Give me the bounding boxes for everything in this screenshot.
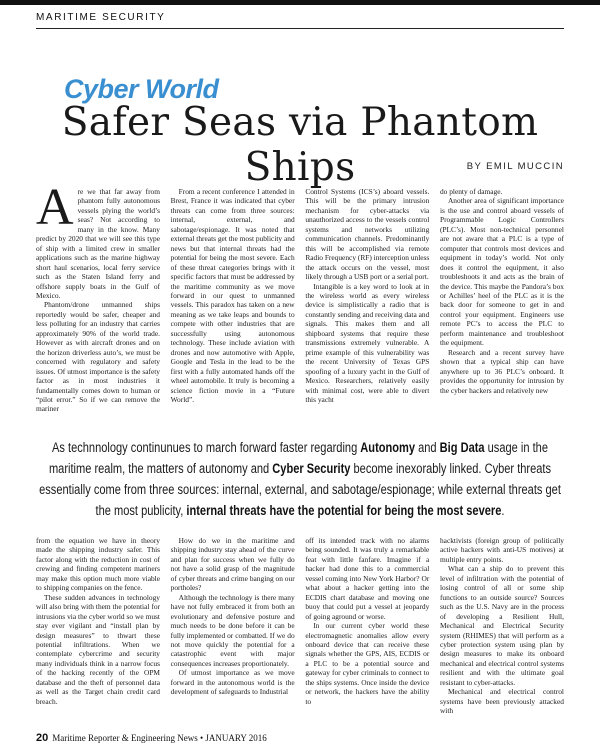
lower-column-4 [440,536,564,732]
paragraph: do plenty of damage. [439,187,503,196]
paragraph: Of utmost importance as we move forward in the autonomous world is the development of safeguards to Industrial [170,668,295,697]
paragraph-text: re we that far away from phantom fully autonomous vessels plying the world’s seas? Not according to many in the know. Many predict by 2020 that we will see this type of ship with a limited crew in smaller applications such as the marine highway short haul scenarios, local ferry service such as the Staten Island ferry and offshore supply boats in the Gulf of Mexico. [36,187,160,300]
page-number: 20 [36,732,49,744]
paragraph: Mechanical and electrical control systems have been previously attacked with [439,687,564,716]
upper-column-4 [439,187,564,395]
article-headline: Safer Seas via Phantom Ships [61,100,539,190]
section-divider [36,28,564,29]
paragraph: hacktivists (foreign group of politically active hackers with anti-US motives) at multiple entry points. [439,536,564,564]
paragraph: Another area of significant importance is the use and control aboard vessels of Programmable Logic Controllers (PLC’s). Most non-technical personnel are not aware that a PLC is a type of computer that controls most devices and equipment in today’s world. Not only does it control the equipment, it also troubleshoots it and acts as the brain of the device. This maybe the Pandora’s box or Achilles’ heel of the PLC as it is the back door for someone to get in and control your equipment. Engineers use remote PC’s to access the PLC to perform maintenance and troubleshoot the equipment. [439,196,564,348]
paragraph: from the equation we have in theory made the shipping industry safer. This factor along with the reduction in cost of crewing and finding competent mariners may make this option much more viable to shipping companies on the fence. [36,536,160,593]
paragraph: Research and a recent survey have shown that a typical ship can have anywhere up to 36 PLC’s onboard. It provides the opportunity for intrusion by the cyber hackers and relatively new [439,347,564,395]
pull-quote [38,437,563,521]
pull-quote-text: usage in the maritime realm, the matters of autonomy and [48,440,548,476]
paragraph: In our current cyber world these electromagnetic anomalies allow every onboard device that can receive these signals whether the GPS, AIS, ECDIS or a PLC to be a potential source and gateway for cyber criminals to connect to the ships systems. Once inside the device or network, the hackers have the ability to [305,621,430,706]
upper-column-3 [305,187,430,404]
paragraph: Control Systems (ICS’s) aboard vessels. This will be the primary intrusion mechanism for cyber-attacks via unauthorized access to the vessels control systems and networks utilizing communication channels. Predominantly this will be accomplished via remote Radio Frequency (RF) interception unless the attack occurs on the vessel, most likely through a USB port or a serial port. [305,187,430,282]
byline: BY EMIL MUCCIN [466,161,564,172]
lower-column-2 [171,536,295,732]
pull-quote-text: As technnology continunues to march forward faster regarding [52,440,361,455]
pull-quote-emphasis: Big Data [439,440,485,455]
paragraph: How do we in the maritime and shipping industry stay ahead of the curve and plan for success when we fully do not have a solid grasp of the magnitude of cyber threats and crime banging on our portholes? [170,536,295,593]
pull-quote-emphasis: Autonomy [360,440,416,455]
pull-quote-text: . [501,503,505,518]
kicker-title: Cyber World [64,74,219,104]
lower-column-1 [36,536,160,732]
pull-quote-text: become inexorably linked. Cyber threats essentially come from three sources: internal, external, and sabotage/espionage; while external threats get the most publicity, [39,461,561,518]
upper-column-1 [36,179,160,414]
upper-columns [36,179,564,414]
paragraph: These sudden advances in technology will also bring with them the potential for intrusions via the cyber world so we must stay ever vigilant and “install plan by design measures” to thwart these potential infiltrations. When we contemplate cybercrime and security many individuals think in a narrow focus of the hacking recently of the OPM database and the theft of personnel data as well as the Target chain credit card breach. [36,592,160,706]
lower-column-3 [305,536,429,732]
publication-line: Maritime Reporter & Engineering News • JANUARY 2016 [52,733,267,743]
paragraph: Phantom/drone unmanned ships reportedly would be safer, cheaper and less polluting for an industry that carries approximately 90% of the world trade. However as with aircraft drones and on the horizon driverless auto’s, we must be concerned with regulatory and safety issues. Of utmost importance is the safety factor as in most industries it fundamentally comes down to human or “pilot error.” So if we can remove the mariner [36,300,160,414]
upper-column-2 [170,187,295,404]
pull-quote-emphasis: Cyber Security [272,461,351,476]
drop-cap: A [36,179,74,236]
paragraph: Intangible is a key word to look at in the wireless world as every wireless device is simplistically a radio that is constantly sending and receiving data and signals. This makes them and all shipboard systems that require these transmissions extremely vulnerable. A prime example of this vulnerability was the recent University of Texas GPS spoofing of a luxury yacht in the Gulf of Mexico. Researchers, relatively easily with minimal cost, were able to divert this yacht [305,281,430,404]
paragraph: What can a ship do to prevent this level of infiltration with the potential of losing control of all or some ship functions to an outside source? Sources such as the U.S. Navy are in the process of developing a Resilient Hull, Mechanical and Electrical Security system (RHIMES) that will perform as a cyber protection system using plan by design measures to make its onboard mechanical and electrical control systems resilient and with the ultimate goal resistant to cyber-attacks. [439,564,564,687]
top-rule-bar [0,0,600,5]
paragraph: Although the technology is there many have not fully embraced it from both an evolutionary and defensive posture and much needs to be done before it can be fully implemented or combatted. If we do not move quickly the potential for a catastrophic event with major consequences increases proportionately. [170,592,295,668]
paragraph: off its intended track with no alarms being sounded. It was truly a remarkable feat with little fanfare. Imagine if a hacker had done this to a commercial vessel coming into New York Harbor? Or what about a hacker getting into the ECDIS chart database and moving one buoy that could put a vessel at jeopardy of going aground or worse. [305,536,430,621]
pull-quote-emphasis: internal threats have the potential for being the most severe [186,503,502,518]
pull-quote-text: and [415,440,440,455]
lower-columns [36,536,564,732]
section-label: MARITIME SECURITY [36,12,166,23]
paragraph: From a recent conference I attended in Brest, France it was indicated that cyber threats can come from three sources: internal, external, and sabotage/espionage. It was noted that external threats get the most publicity and news but that internal threats had the potential for being the most severe. Each of these threat categories brings with it specific factors that must be addressed by the maritime community as we move forward in our quest to unmanned vessels. This paradox has taken on a new meaning as we take leaps and bounds to compete with other industries that are successfully using autonomous technology. These include aviation with drones and now automotive with Apple, Google and Tesla in the lead to be the first with a fully automated hands off the wheel automobile. It truly is becoming a science fiction movie in a “Future World”. [170,187,295,404]
paragraph [36,179,160,300]
page-footer [36,732,267,744]
